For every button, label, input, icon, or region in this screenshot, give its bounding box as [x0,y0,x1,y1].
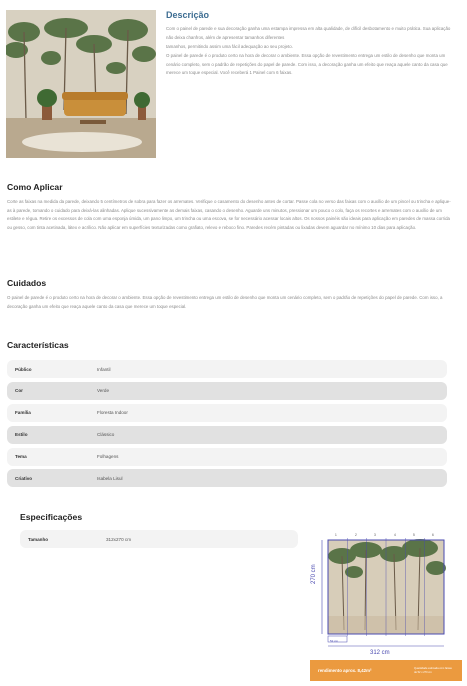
table-row [7,426,447,444]
row-key: Público [15,366,32,372]
height-label: 270 cm [311,564,317,584]
care-title: Cuidados [7,278,47,288]
how-to-apply-text: Corte as faixas na medida da parede, deixando 5 centímetros de sobra para fazer os arremates. Verifique o casamento do desenho antes de cortar. Passe cola no verso das faixas com o auxílio de um pincel ou trincha e aplique-as à parede, tomando o cuidado para deixá-las alinhadas. Aplique sucessivamente as demais faixas, casando o desenho. Aguarde uns minutos, pressionar um pouco o colo, faça os recortes e arremates com o auxílio de um estilete e régua. Retire os excessos de cola com uma esponja úmida, um pano limpo, um trincha ou uma escova, se for necessário acessar locais altos. Os nossos painéis são ideais para aplicação em paredes de massa corrida ou gesso, com tinta acetinada, látex e acrílico. Não aplicar em superfícies texturizadas como grafiato, relevo e reboco fino. Paredes recém pintadas ou lixadas devem aguardar no mínimo 10 dias para aplicação. [7,199,451,231]
row-value: Isabela Lisul [97,475,123,481]
spec-size-key: Tamanho [28,536,49,542]
panel-dimension-diagram [308,530,464,684]
row-value: Folhagens [97,454,119,460]
forest-living-room-illustration [6,10,156,158]
description-paragraph: tamanhos, permitindo assim uma fácil adequação ao seu projeto. [166,43,293,49]
width-label: 312 cm [370,650,390,656]
strip-width-label: 52 cm [330,639,339,643]
row-value: Floresta Indoor [97,410,128,416]
product-image[interactable] [6,10,156,158]
spec-size-row [20,530,298,548]
product-top-section [6,10,462,160]
strip-number: 6 [432,533,434,537]
description-paragraph: O painel de parede é o produto certo na hora de decorar o ambiente. Essa opção de revestimento entrega um estilo de desenho que monta um cenário completo, sem o padrão de repetições do papel de parede. Com isso, a decoração ganha um efeito que reaça aquele canto da casa que merece um toque especial. Você receberá 1 Painel com 6 faixas. [166,52,448,76]
row-key: Estilo [15,432,28,438]
spec-size-value: 312x270 cm [106,536,132,542]
care-text: O painel de parede é o produto certo na hora de decorar o ambiente. Essa opção de revestimento entrega um estilo de desenho que monta um cenário completo, sem o padrão de repetições do papel de parede. Com isso, a decoração ganha um efeito que reaça aquele canto da casa que merece um toque especial. [7,295,443,309]
row-value: Verde [97,388,110,394]
row-value: Infantil [97,366,111,372]
table-row [7,360,447,378]
table-row [7,382,447,400]
table-row [7,404,447,422]
strip-number: 3 [374,533,376,537]
row-key: Criativo [15,475,33,481]
strip-number: 4 [394,533,396,537]
strip-number: 2 [355,533,357,537]
strip-number: 5 [413,533,415,537]
specifications-title: Especificações [20,512,83,522]
row-key: Tema [15,454,27,460]
how-to-apply-title: Como Aplicar [7,182,63,192]
yield-note: Quantidade estimada com faixas de 52 x 270 cm [414,667,452,674]
characteristics-title: Características [7,340,69,350]
table-row [7,448,447,466]
row-key: Cor [15,388,23,394]
row-key: Família [15,410,31,416]
yield-banner [310,660,462,681]
characteristics-table [7,360,447,491]
description-title: Descrição [166,10,210,20]
row-value: Clássico [97,432,115,438]
table-row [7,469,447,487]
description-block [166,10,456,78]
strip-number: 1 [335,533,337,537]
description-paragraph: Com o painel de parede e sua decoração ganha uma estampa impressa em alta qualidade, de difícil desbotamento e muito prática. Sua aplicação não deixa chanfros, além de apresentar tamanhos diferentes [166,26,451,40]
yield-text: rendimento aprox. 8,42m² [318,668,372,673]
